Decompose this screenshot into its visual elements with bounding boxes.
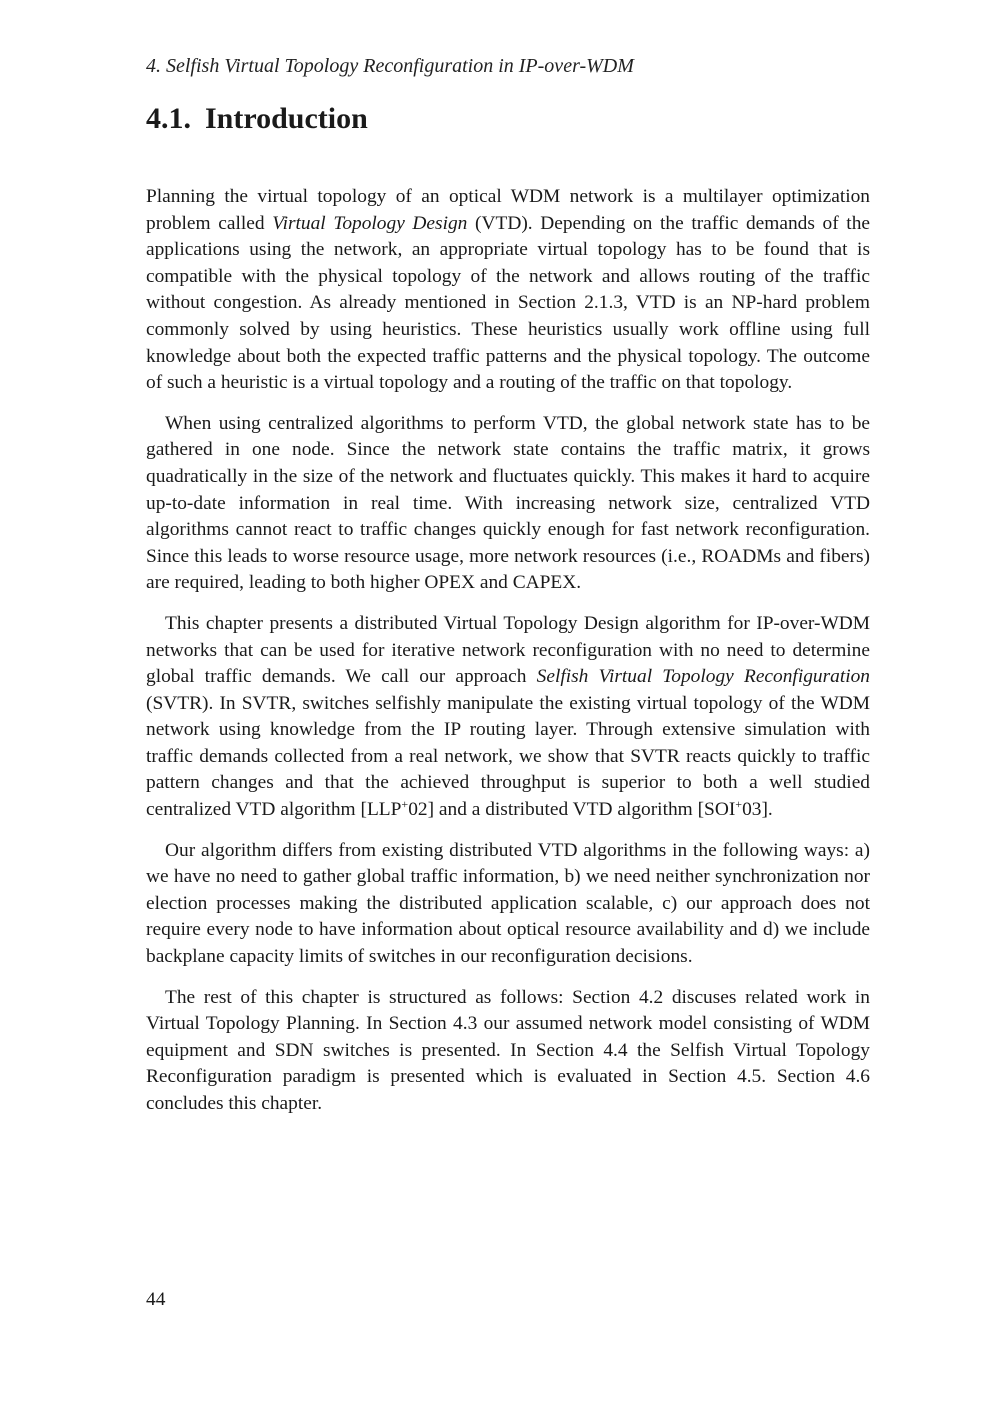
paragraph-5 <box>146 985 870 1118</box>
paragraph-1-text-a: Planning the virtual topology of an optical WDM network is a multilayer optimization problem called <box>146 186 870 234</box>
section-heading <box>146 100 368 138</box>
paragraph-1-text-b: (VTD). Depending on the traffic demands of the applications using the network, an appropriate virtual topology has to be found that is compatible with the physical topology of the network and allows routing of the traffic without congestion. As already mentioned in Section 2.1.3, VTD is an NP-hard problem commonly solved by using heuristics. These heuristics usually work offline using full knowledge about both the expected traffic patterns and the physical topology. The outcome of such a heuristic is a virtual topology and a routing of the traffic on that topology. <box>146 212 870 394</box>
paragraph-5-text: The rest of this chapter is structured as follows: Section 4.2 discuses related work in Virtual Topology Planning. In Section 4.3 our assumed network model consisting of WDM equipment and SDN switches is presented. In Section 4.4 the Selfish Virtual Topology Reconfiguration paradigm is presented which is evaluated in Section 4.5. Section 4.6 concludes this chapter. <box>146 986 870 1114</box>
section-number: 4.1. <box>146 102 191 135</box>
paragraph-3-text-a: This chapter presents a distributed Virtual Topology Design algorithm for IP-over-WDM networks that can be used for iterative network reconfiguration with no need to determine global traffic demands. We call our approach <box>146 612 870 688</box>
paragraph-2-text: When using centralized algorithms to perform VTD, the global network state has to be gathered in one node. Since the network state contains the traffic matrix, it grows quadratically in the size of the network and fluctuates quickly. This makes it hard to acquire up-to-date information in real time. With increasing network size, centralized VTD algorithms cannot react to traffic changes quickly enough for fast network reconfiguration. Since this leads to worse resource usage, more network resources (i.e., ROADMs and fibers) are required, leading to both higher OPEX and CAPEX. <box>146 412 870 594</box>
citation-superscript-llp: + <box>401 797 409 812</box>
section-title: Introduction <box>205 102 368 135</box>
term-selfish-virtual-topology-reconfiguration: Selfish Virtual Topology Reconfiguration <box>536 666 870 688</box>
paragraph-3 <box>146 611 870 824</box>
citation-superscript-soi: + <box>735 797 743 812</box>
paragraph-2 <box>146 411 870 597</box>
paragraph-3-text-b: (SVTR). In SVTR, switches selfishly manipulate the existing virtual topology of the WDM network using knowledge from the IP routing layer. Through extensive simulation with traffic demands collected from a real network, we show that SVTR reacts quickly to traffic pattern changes and that the achieved throughput is superior to both a well studied centralized VTD algorithm [LLP <box>146 692 870 821</box>
paragraph-3-text-d: 03]. <box>742 799 773 821</box>
paragraph-4-text: Our algorithm differs from existing distributed VTD algorithms in the following ways: a) we have no need to gather global traffic information, b) we need neither synchronization nor election processes making the distributed application scalable, c) our approach does not require every node to have information about optical resource availability and d) we include backplane capacity limits of switches in our reconfiguration decisions. <box>146 839 870 968</box>
paragraph-1 <box>146 184 870 397</box>
term-virtual-topology-design: Virtual Topology Design <box>272 212 468 234</box>
paragraph-3-text-c: 02] and a distributed VTD algorithm [SOI <box>408 799 736 821</box>
running-head: 4. Selfish Virtual Topology Reconfiguration in IP-over-WDM <box>146 55 634 77</box>
paragraph-4 <box>146 838 870 971</box>
page-number: 44 <box>146 1289 166 1310</box>
body-text <box>146 184 870 1132</box>
